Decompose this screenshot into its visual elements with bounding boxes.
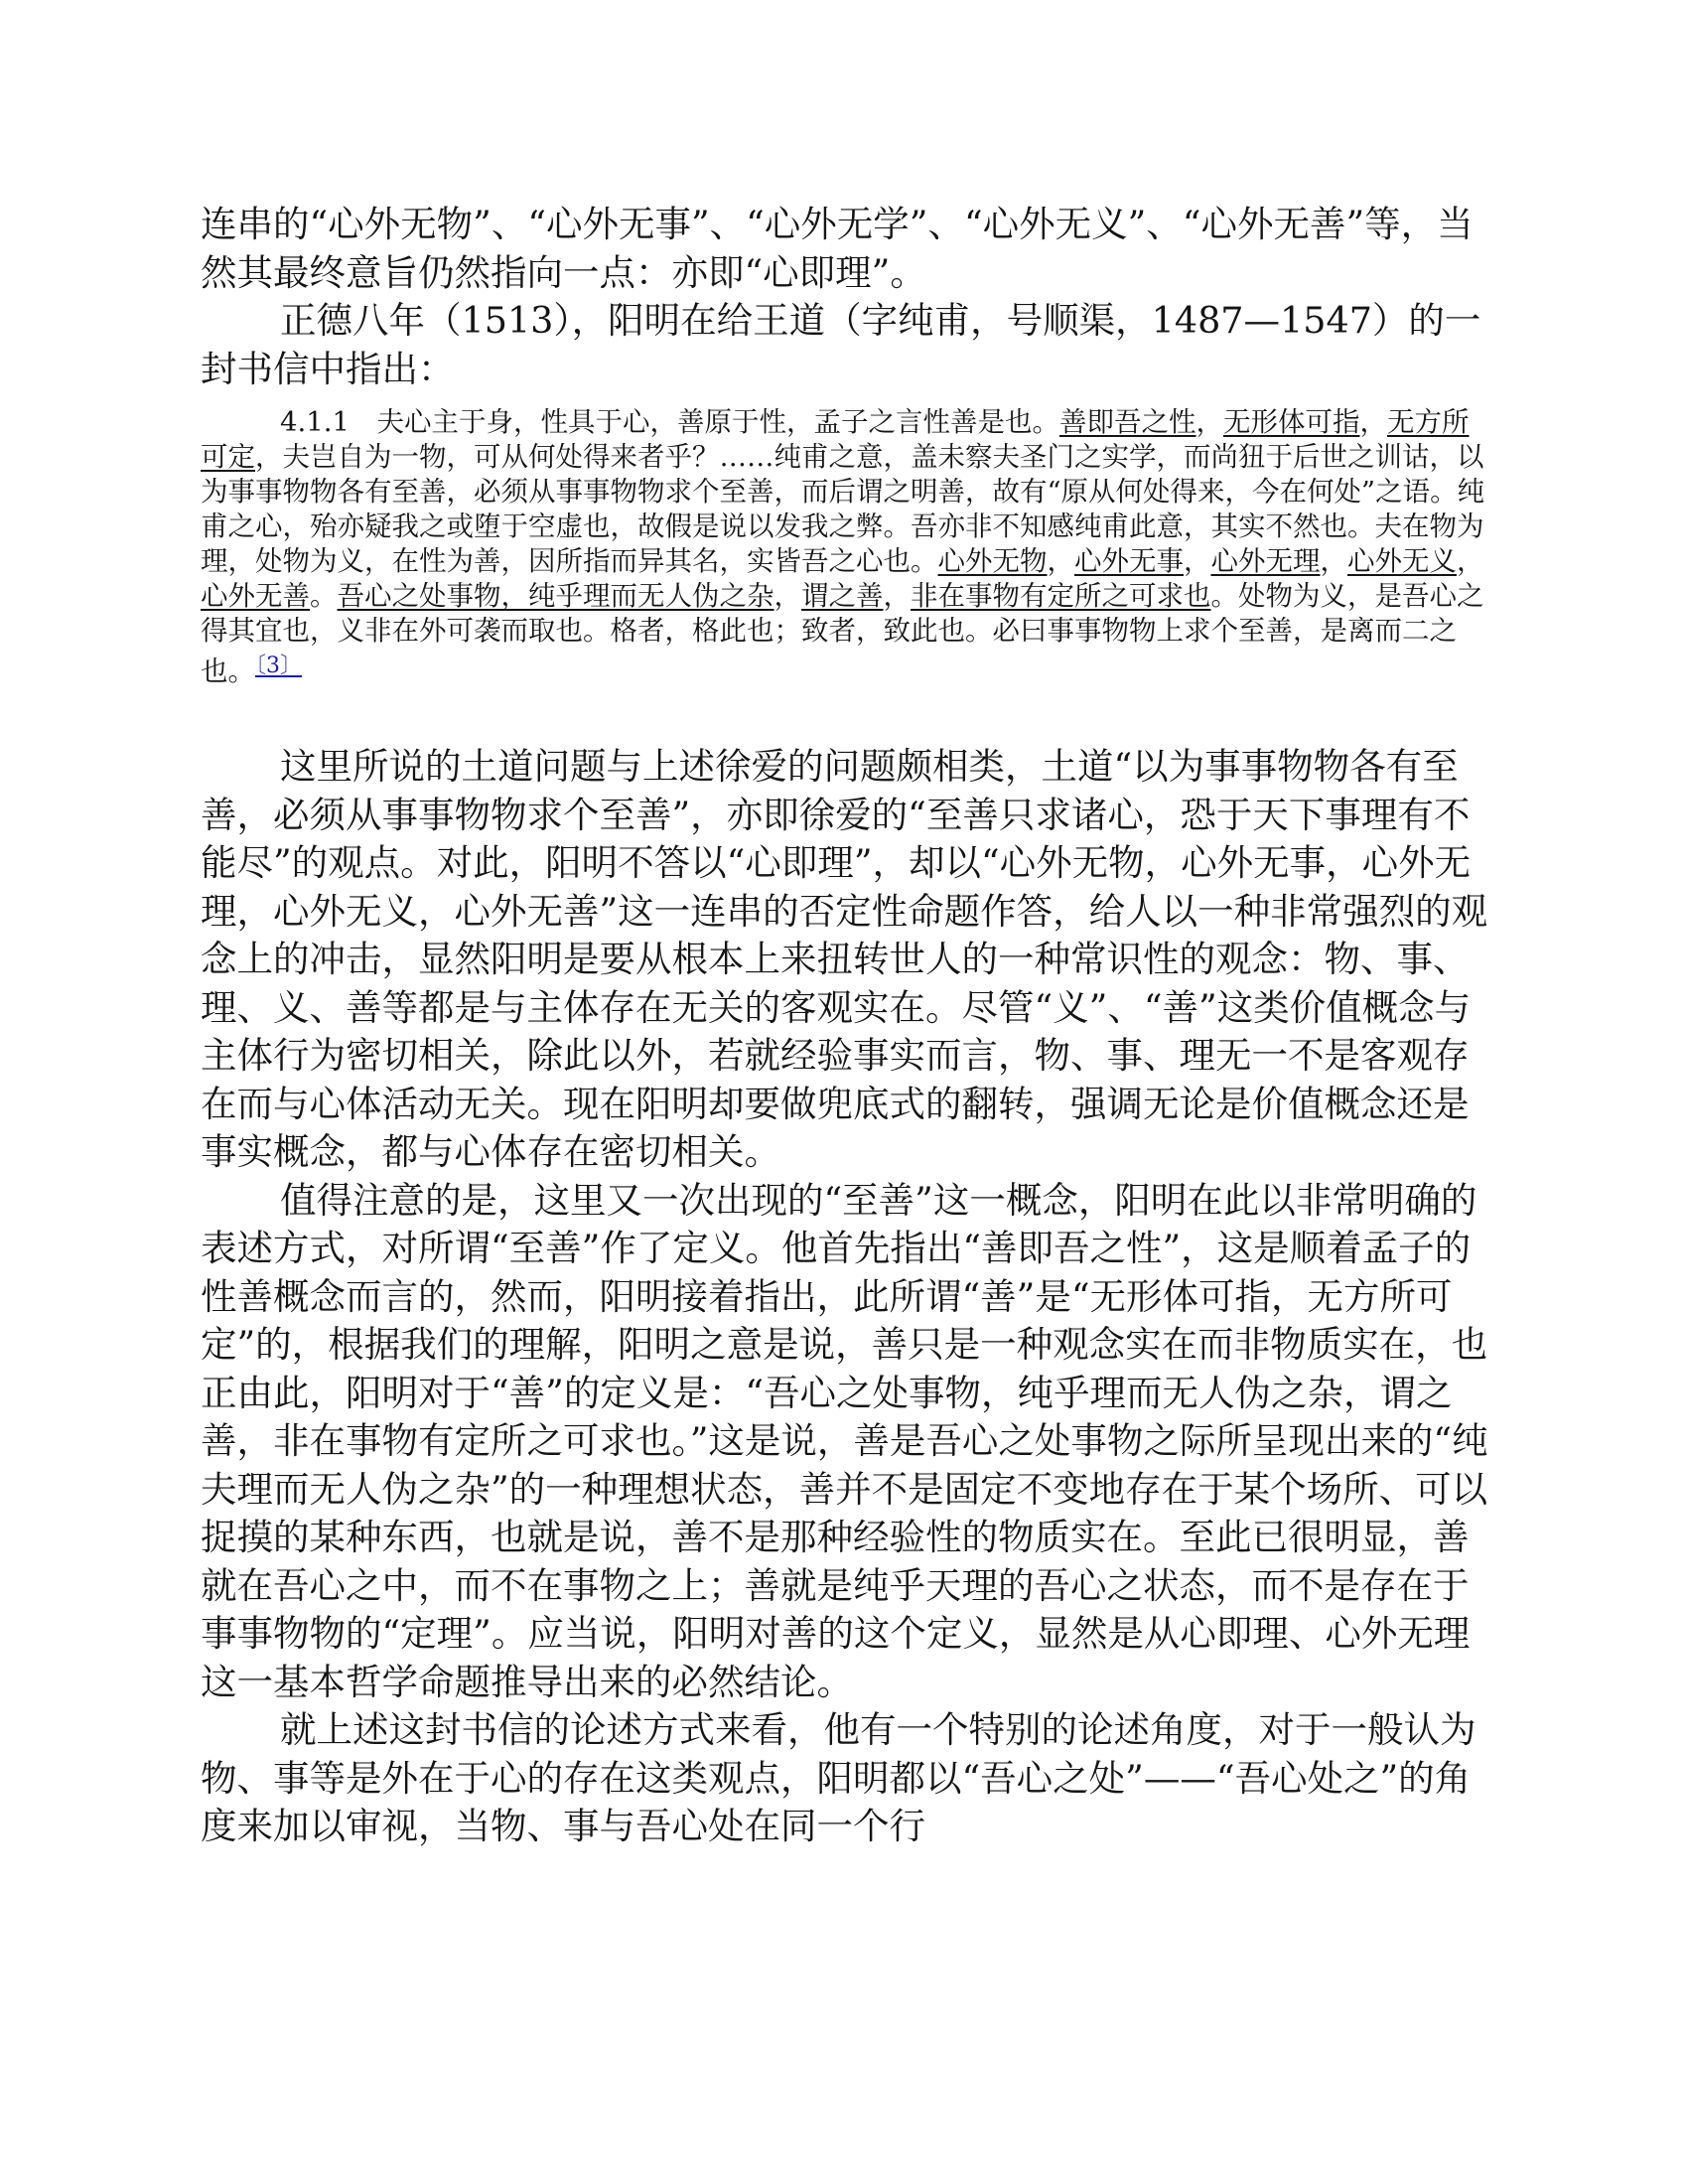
block-quote: [201, 405, 1491, 689]
footnote-link[interactable]: 〔3〕: [255, 654, 302, 678]
quote-underlined: 心外无善: [201, 580, 310, 612]
quote-underlined: 谓之善: [801, 580, 884, 612]
quote-text: ，: [773, 580, 801, 612]
body-text-block-top: [201, 201, 1491, 393]
quote-text: 。: [310, 580, 338, 612]
paragraph-2: 值得注意的是，这里又一次出现的“至善”这一概念，阳明在此以非常明确的表述方式，对所谓“至善”作了定义。他首先指出“善即吾之性”，这是顺着孟子的性善概念而言的，然而，阳明接着指出，此所谓“善”是“无形体可指，无方所可定”的，根据我们的理解，阳明之意是说，善只是一种观念实在而非物质实在，也正由此，阳明对于“善”的定义是：“吾心之处事物，纯乎理而无人伪之杂，谓之善，非在事物有定所之可求也。”这是说，善是吾心之处事物之际所呈现出来的“纯夫理而无人伪之杂”的一种理想状态，善并不是固定不变地存在于某个场所、可以捉摸的某种东西，也就是说，善不是那种经验性的物质实在。至此已很明显，善就在吾心之中，而不在事物之上；善就是纯乎天理的吾心之状态，而不是存在于事事物物的“定理”。应当说，阳明对善的这个定义，显然是从心即理、心外无理这一基本哲学命题推导出来的必然结论。: [201, 1178, 1488, 1703]
quote-text: 夫心主于身，性具于心，善原于性，孟子之言性善是也。: [376, 406, 1059, 438]
quote-underlined: 心外无物: [937, 545, 1048, 577]
quote-text: ，: [883, 580, 911, 612]
quote-text: ，: [1184, 545, 1211, 577]
quote-text: 。处物为义，是吾心之得其宜也，义非在外可袭而取也。格者，格此也；致者，致此也。必曰事事物物上求个至善，是离而二之也。: [201, 580, 1484, 687]
paragraph-1: 这里所说的土道问题与上述徐爱的问题颇相类，土道“以为事事物物各有至善，必须从事事物物求个至善”，亦即徐爱的“至善只求诸心，恐于天下事理有不能尽”的观点。对此，阳明不答以“心即理”，却以“心外无物，心外无事，心外无理，心外无义，心外无善”这一连串的否定性命题作答，给人以一种非常强烈的观念上的冲击，显然阳明是要从根本上来扭转世人的一种常识性的观念：物、事、理、义、善等都是与主体存在无关的客观实在。尽管“义”、“善”这类价值概念与主体行为密切相关，除此以外，若就经验事实而言，物、事、理无一不是客观存在而与心体活动无关。现在阳明却要做兜底式的翻转，强调无论是价值概念还是事实概念，都与心体存在密切相关。: [201, 745, 1488, 1173]
quote-text: ，: [1047, 545, 1074, 577]
paragraph-intro: 正德八年（1513），阳明在给王道（字纯甫，号顺渠，1487—1547）的一封书信中指出：: [201, 299, 1481, 390]
quote-underlined: 无形体可指: [1222, 406, 1360, 438]
quote-underlined: 非在事物有定所之可求也: [911, 580, 1211, 612]
paragraph-3: 就上述这封书信的论述方式来看，他有一个特别的论述角度，对于一般认为物、事等是外在于心的存在这类观点，阳明都以“吾心之处”——“吾心处之”的角度来加以审视，当物、事与吾心处在同一个行: [201, 1708, 1476, 1847]
body-text-block-main: [201, 743, 1491, 1851]
quote-text: ，: [1195, 406, 1223, 438]
quote-text: ，夫岂自为一物，可从何处得来者乎？……纯甫之意，盖未察夫圣门之实学，而尚狃于后世之训诂，以为事事物物各有至善，必须从事事物物求个至善，而后谓之明善，故有“原从何处得来，今在何处”之语。纯甫之心，殆亦疑我之或堕于空虚也，故假是说以发我之弊。吾亦非不知感纯甫此意，其实不然也。夫在物为理，处物为义，在性为善，因所指而异其名，实皆吾之心也。: [201, 441, 1485, 577]
quote-text: ，: [1457, 545, 1484, 577]
quote-underlined: 心外无义: [1347, 545, 1457, 577]
quote-paragraph: [201, 405, 1491, 689]
quote-text: ，: [1320, 545, 1347, 577]
quote-underlined: 心外无理: [1210, 545, 1321, 577]
quote-number: 4.1.1: [280, 406, 350, 438]
quote-underlined: 吾心之处事物，纯乎理而无人伪之杂: [337, 580, 774, 612]
quote-underlined: 善即吾之性: [1058, 406, 1196, 438]
quote-underlined: 心外无事: [1074, 545, 1184, 577]
quote-text: ，: [1359, 406, 1387, 438]
quote-underlined: 无方所可定: [201, 406, 1470, 473]
paragraph-continued: 连串的“心外无物”、“心外无事”、“心外无学”、“心外无义”、“心外无善”等，当然其最终意旨仍然指向一点：亦即“心即理”。: [201, 203, 1474, 294]
